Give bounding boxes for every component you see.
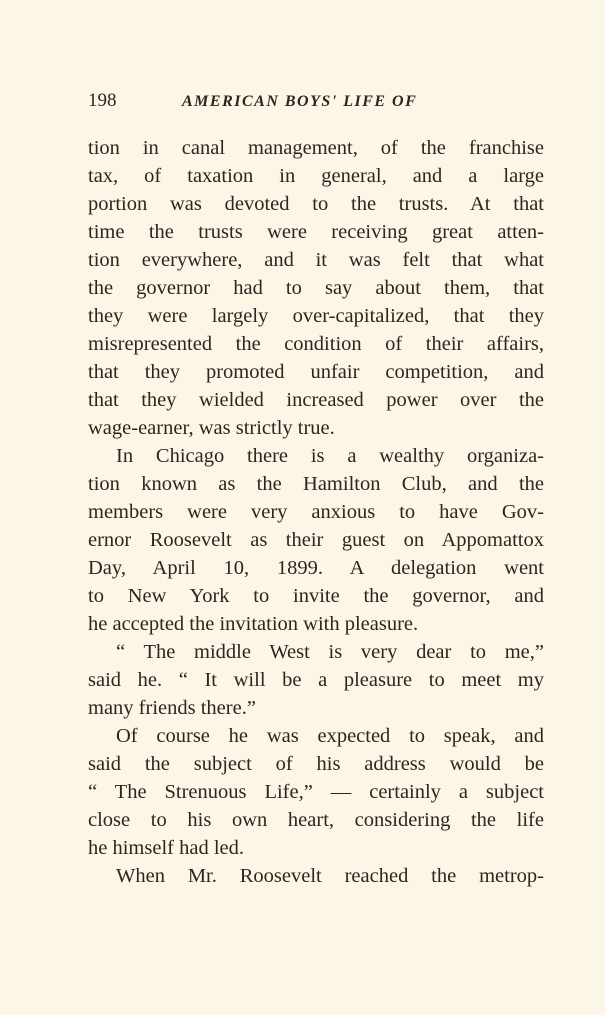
text-line: he accepted the invitation with pleasure. <box>88 613 419 635</box>
text-line: When Mr. Roosevelt reached the metrop- <box>116 865 544 887</box>
paragraph <box>88 134 544 442</box>
text-line: that they wielded increased power over the <box>88 389 544 411</box>
text-line: wage-earner, was strictly true. <box>88 417 335 439</box>
text-line: members were very anxious to have Gov- <box>88 501 544 523</box>
paragraph <box>88 638 544 722</box>
running-title: AMERICAN BOYS' LIFE OF <box>182 93 418 110</box>
paragraph <box>88 722 544 862</box>
text-line: tion everywhere, and it was felt that what <box>88 249 544 271</box>
text-line: tax, of taxation in general, and a large <box>88 165 544 187</box>
paragraph <box>88 442 544 638</box>
text-line: to New York to invite the governor, and <box>88 585 544 607</box>
text-line: said the subject of his address would be <box>88 753 544 775</box>
text-line: they were largely over-capitalized, that they <box>88 305 544 327</box>
text-line: said he. “ It will be a pleasure to meet my <box>88 669 544 691</box>
text-line: misrepresented the condition of their affairs, <box>88 333 544 355</box>
text-line: tion in canal management, of the franchise <box>88 137 544 159</box>
text-line: many friends there.” <box>88 697 256 719</box>
text-line: Of course he was expected to speak, and <box>116 725 544 747</box>
text-line: portion was devoted to the trusts. At that <box>88 193 544 215</box>
text-line: the governor had to say about them, that <box>88 277 544 299</box>
text-line: Day, April 10, 1899. A delegation went <box>88 557 544 579</box>
text-line: time the trusts were receiving great atten- <box>88 221 544 243</box>
text-line: In Chicago there is a wealthy organiza- <box>116 445 544 467</box>
text-line: that they promoted unfair competition, and <box>88 361 544 383</box>
page-number: 198 <box>88 90 117 111</box>
text-line: ernor Roosevelt as their guest on Appomattox <box>88 529 544 551</box>
text-line: close to his own heart, considering the life <box>88 809 544 831</box>
paragraph <box>88 862 544 890</box>
page-header <box>88 86 548 116</box>
body-text <box>88 134 544 890</box>
text-line: “ The Strenuous Life,” — certainly a subject <box>88 781 544 803</box>
text-line: “ The middle West is very dear to me,” <box>116 641 544 663</box>
text-line: he himself had led. <box>88 837 244 859</box>
text-line: tion known as the Hamilton Club, and the <box>88 473 544 495</box>
